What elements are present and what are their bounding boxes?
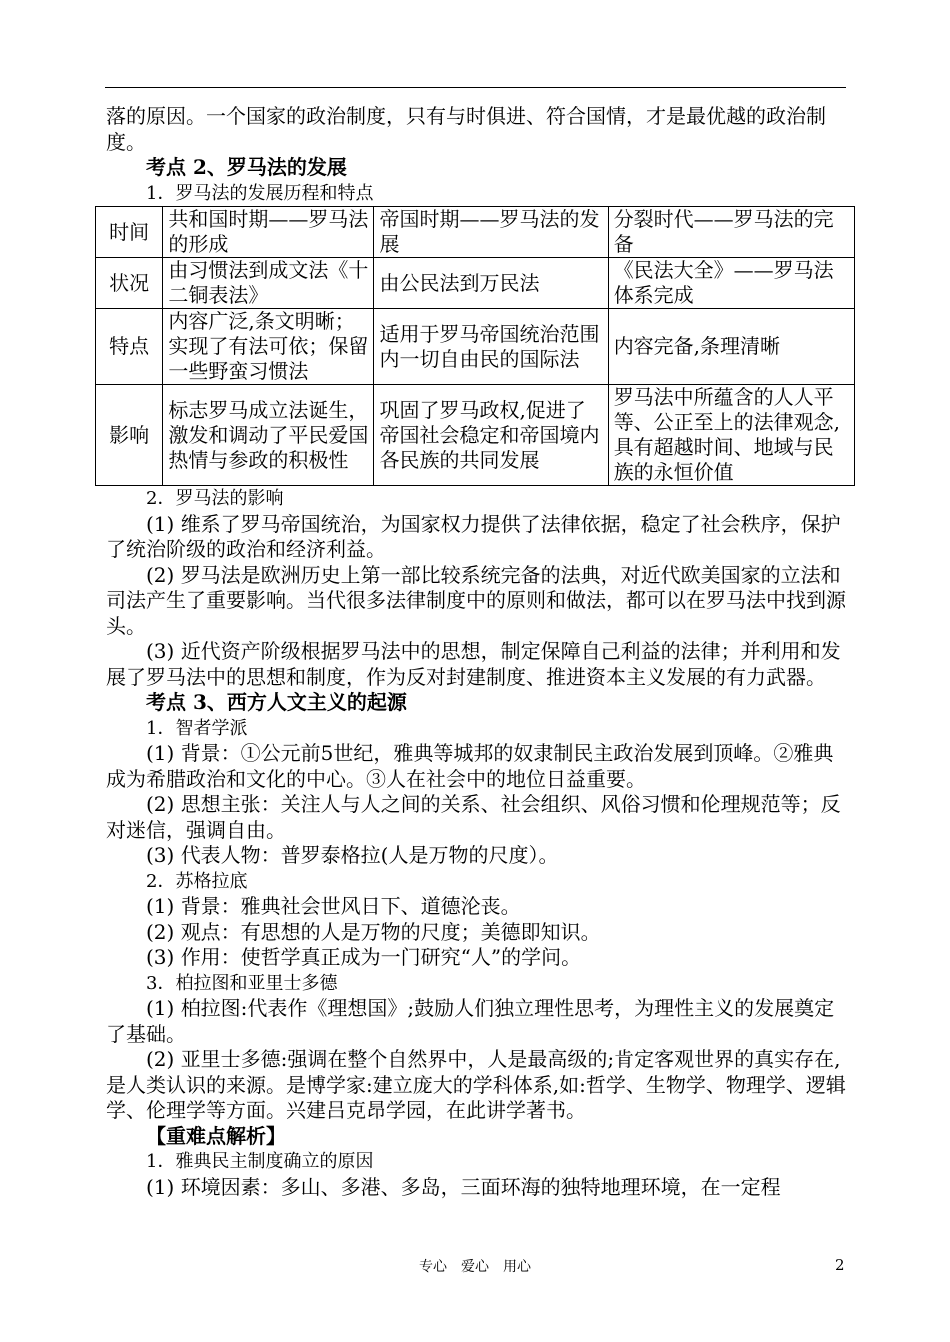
table-row — [96, 207, 855, 258]
paragraph: (1) 背景：雅典社会世风日下、道德沦丧。 — [146, 894, 521, 918]
paragraph: (3) 代表人物：普罗泰格拉(人是万物的尺度）。 — [146, 843, 559, 867]
header-rule — [105, 87, 846, 88]
table-cell: 内容广泛,条文明晰；实现了有法可依；保留一些野蛮习惯法 — [163, 309, 374, 385]
table-row — [96, 385, 855, 486]
paragraph: (3) 作用：使哲学真正成为一门研究“人”的学问。 — [146, 945, 582, 969]
table-row — [96, 258, 855, 309]
subheading-plato-aristotle: 3．柏拉图和亚里士多德 — [146, 972, 338, 994]
section-heading-analysis: 【重难点解析】 — [146, 1123, 286, 1148]
section-heading-humanism: 考点 3、西方人文主义的起源 — [146, 690, 407, 714]
row-label-features: 特点 — [96, 309, 163, 385]
section-heading-roman-law: 考点 2、罗马法的发展 — [146, 155, 347, 179]
table-cell: 适用于罗马帝国统治范围内一切自由民的国际法 — [374, 309, 608, 385]
paragraph: (1) 背景：①公元前5世纪，雅典等城邦的奴隶制民主政治发展到顶峰。②雅典成为希腊政治和文化的中心。③人在社会中的地位日益重要。 — [106, 741, 834, 791]
paragraph: (1) 环境因素：多山、多港、多岛，三面环海的独特地理环境，在一定程 — [146, 1174, 781, 1199]
subheading-roman-law-history: 1．罗马法的发展历程和特点 — [146, 182, 374, 204]
page-footer: 专心 爱心 用心 — [419, 1259, 531, 1275]
paragraph: (3) 近代资产阶级根据罗马法中的思想，制定保障自己利益的法律；并利用和发展了罗马法中的思想和制度，作为反对封建制度、推进资本主义发展的有力武器。 — [106, 639, 841, 689]
paragraph: (2) 亚里士多德:强调在整个自然界中，人是最高级的;肯定客观世界的真实存在,是人类认识的来源。是博学家:建立庞大的学科体系,如:哲学、生物学、物理学、逻辑学、伦理学等方面。兴建吕克昂学园，在此讲学著书。 — [106, 1047, 846, 1122]
table-cell: 由习惯法到成文法《十二铜表法》 — [163, 258, 374, 309]
paragraph: (2) 罗马法是欧洲历史上第一部比较系统完备的法典，对近代欧美国家的立法和司法产生了重要影响。当代很多法律制度中的原则和做法，都可以在罗马法中找到源头。 — [106, 562, 846, 638]
table-cell: 巩固了罗马政权,促进了帝国社会稳定和帝国境内各民族的共同发展 — [374, 385, 608, 486]
row-label-impact: 影响 — [96, 385, 163, 486]
subheading-socrates: 2．苏格拉底 — [146, 870, 248, 892]
intro-paragraph: 落的原因。一个国家的政治制度，只有与时俱进、符合国情，才是最优越的政治制度。 — [106, 104, 826, 154]
table-cell: 内容完备,条理清晰 — [608, 309, 854, 385]
paragraph: (1) 维系了罗马帝国统治，为国家权力提供了法律依据，稳定了社会秩序，保护了统治阶级的政治和经济利益。 — [106, 511, 841, 561]
table-cell: 分裂时代——罗马法的完备 — [608, 207, 854, 258]
paragraph: (1) 柏拉图:代表作《理想国》;鼓励人们独立理性思考，为理性主义的发展奠定了基础。 — [106, 996, 835, 1046]
table-cell: 罗马法中所蕴含的人人平等、公正至上的法律观念,具有超越时间、地域与民族的永恒价值 — [608, 385, 854, 486]
table-cell: 由公民法到万民法 — [374, 258, 608, 309]
subheading-roman-law-influence: 2．罗马法的影响 — [146, 488, 284, 509]
table-cell: 《民法大全》——罗马法体系完成 — [608, 258, 854, 309]
page-number: 2 — [835, 1256, 845, 1274]
roman-law-table — [95, 206, 855, 486]
paragraph: (2) 思想主张：关注人与人之间的关系、社会组织、风俗习惯和伦理规范等；反对迷信，强调自由。 — [106, 792, 841, 842]
subheading-sophists: 1．智者学派 — [146, 717, 248, 739]
row-label-time: 时间 — [96, 207, 163, 258]
table-cell: 标志罗马成立法诞生，激发和调动了平民爱国热情与参政的积极性 — [163, 385, 374, 486]
paragraph: (2) 观点：有思想的人是万物的尺度；美德即知识。 — [146, 919, 601, 944]
table-cell: 帝国时期——罗马法的发展 — [374, 207, 608, 258]
subheading-athens-democracy: 1．雅典民主制度确立的原因 — [146, 1151, 374, 1172]
row-label-status: 状况 — [96, 258, 163, 309]
table-row — [96, 309, 855, 385]
page-content — [106, 104, 851, 1200]
table-cell: 共和国时期——罗马法的形成 — [163, 207, 374, 258]
